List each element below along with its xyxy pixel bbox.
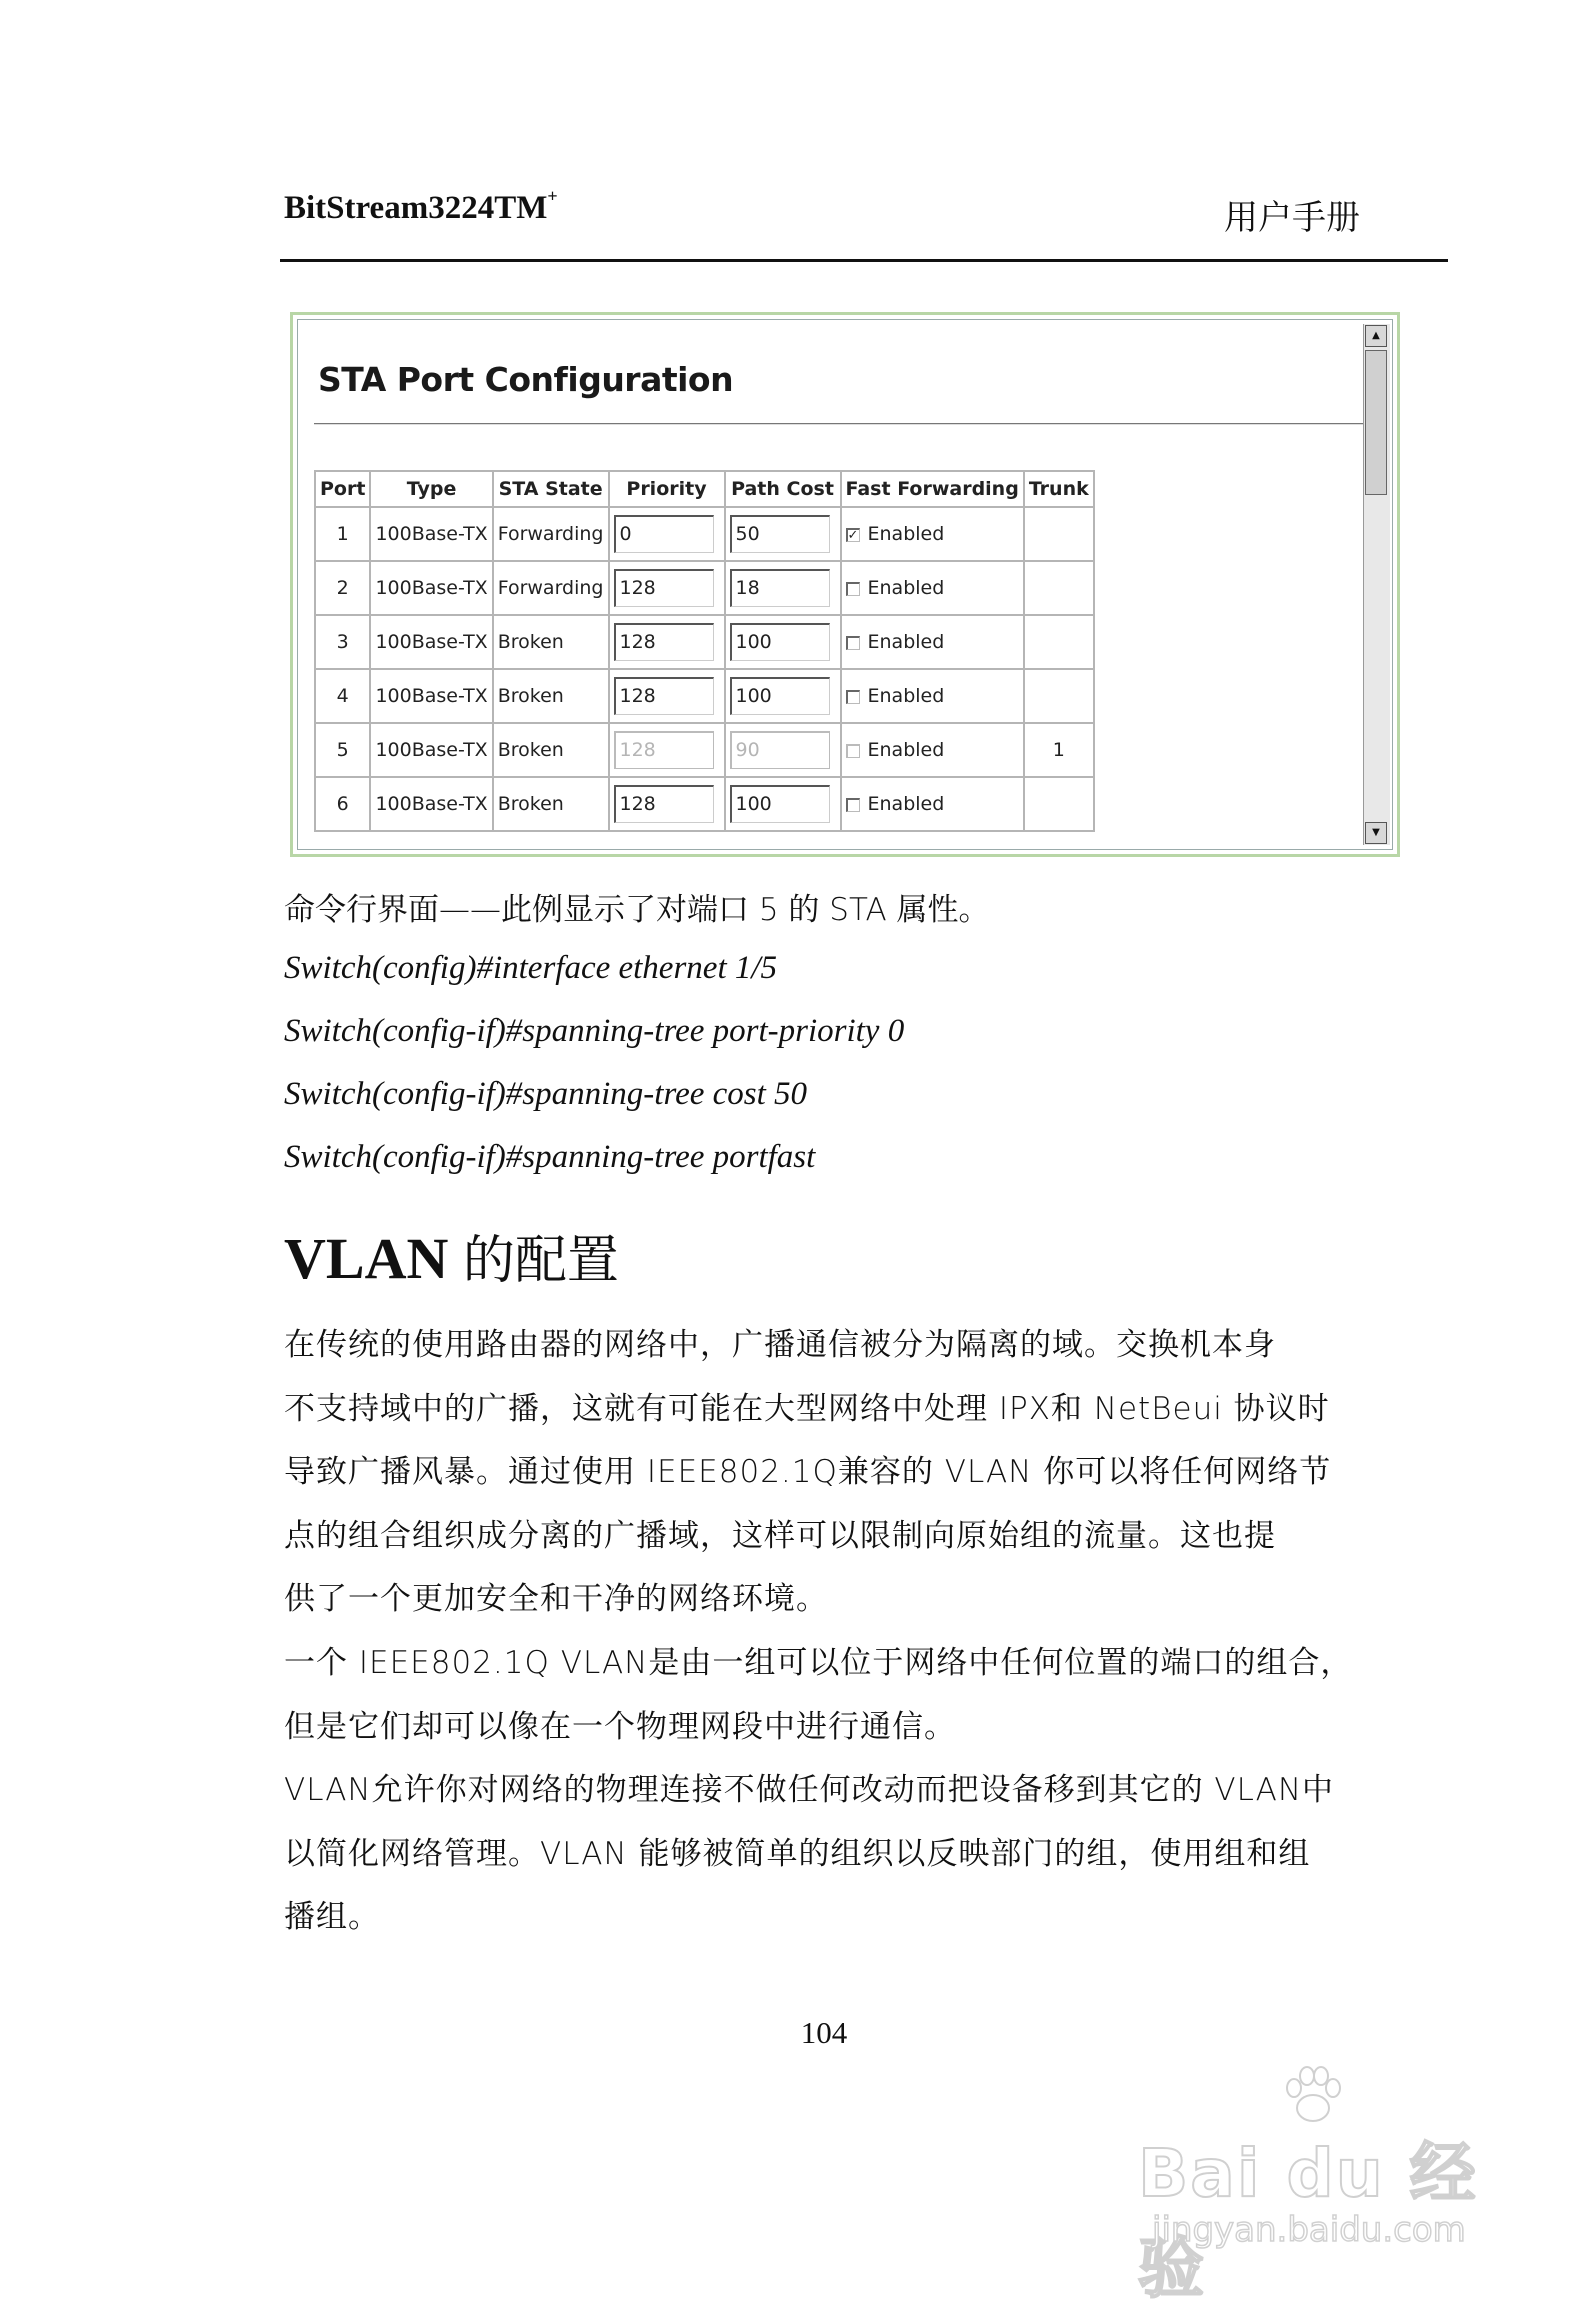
- text-line: 播组。: [284, 1899, 380, 1935]
- paragraph-vlan-definition: [284, 1632, 1424, 1759]
- priority-cell: [609, 669, 725, 723]
- trunk-value: [1024, 615, 1094, 669]
- sta-state: Forwarding: [493, 561, 609, 615]
- port-type: 100Base-TX: [370, 723, 492, 777]
- paragraph-broadcast-domains: [284, 1314, 1424, 1632]
- column-header: Priority: [609, 471, 725, 507]
- trunk-value: [1024, 669, 1094, 723]
- column-header: Fast Forwarding: [841, 471, 1024, 507]
- port-type: 100Base-TX: [370, 777, 492, 831]
- screenshot-frame: [297, 319, 1393, 850]
- table-row: [315, 561, 1094, 615]
- fast-forwarding-checkbox[interactable]: [846, 636, 860, 650]
- text-line: 导致广播风暴。通过使用 IEEE802.1Q兼容的 VLAN 你可以将任何网络节: [284, 1454, 1332, 1490]
- fast-forwarding-cell: [841, 561, 1024, 615]
- watermark-logo-text: Bai du 经验: [1138, 2135, 1478, 2307]
- port-number: 1: [315, 507, 370, 561]
- priority-cell: [609, 615, 725, 669]
- port-type: 100Base-TX: [370, 669, 492, 723]
- scroll-up-arrow-icon[interactable]: ▲: [1365, 325, 1387, 347]
- fast-forwarding-cell: [841, 507, 1024, 561]
- priority-input[interactable]: 128: [614, 569, 714, 607]
- trunk-value: 1: [1024, 723, 1094, 777]
- priority-cell: [609, 561, 725, 615]
- priority-input[interactable]: 128: [614, 785, 714, 823]
- sta-state: Forwarding: [493, 507, 609, 561]
- document-header-title: BitStream3224TM+: [284, 186, 558, 226]
- sta-state: Broken: [493, 777, 609, 831]
- text-line: 但是它们却可以像在一个物理网段中进行通信。: [284, 1708, 956, 1745]
- cli-command: Switch(config-if)#spanning-tree portfast: [284, 1139, 816, 1175]
- fast-forwarding-cell: [841, 615, 1024, 669]
- column-header: Trunk: [1024, 471, 1094, 507]
- fast-forwarding-label: Enabled: [867, 685, 945, 707]
- path-cost-input[interactable]: 100: [730, 623, 830, 661]
- scrollbar-thumb[interactable]: [1365, 350, 1387, 495]
- column-header: STA State: [493, 471, 609, 507]
- fast-forwarding-label: Enabled: [867, 631, 945, 653]
- path-cost-input[interactable]: 100: [730, 677, 830, 715]
- fast-forwarding-checkbox[interactable]: [846, 690, 860, 704]
- sta-state: Broken: [493, 723, 609, 777]
- sta-state: Broken: [493, 669, 609, 723]
- trunk-value: [1024, 777, 1094, 831]
- column-header: Port: [315, 471, 370, 507]
- path-cost-input[interactable]: 50: [730, 515, 830, 553]
- document-header-manual: 用户手册: [1224, 198, 1360, 238]
- cli-caption: 命令行界面——此例显示了对端口 5 的 STA 属性。: [284, 892, 990, 928]
- fast-forwarding-cell: [841, 723, 1024, 777]
- section-heading: VLAN 的配置: [284, 1226, 619, 1291]
- priority-input[interactable]: 128: [614, 623, 714, 661]
- text-line: 不支持域中的广播，这就有可能在大型网络中处理 IPX和 NetBeui 协议时: [284, 1390, 1330, 1427]
- table-row: [315, 723, 1094, 777]
- table-header-row: [315, 471, 1094, 507]
- port-type: 100Base-TX: [370, 561, 492, 615]
- panel-divider: [314, 423, 1364, 424]
- table-row: [315, 777, 1094, 831]
- scroll-down-arrow-icon[interactable]: ▼: [1365, 822, 1387, 844]
- path-cost-cell: [725, 561, 841, 615]
- table-row: [315, 507, 1094, 561]
- port-type: 100Base-TX: [370, 615, 492, 669]
- path-cost-input[interactable]: 18: [730, 569, 830, 607]
- fast-forwarding-checkbox: [846, 744, 860, 758]
- panel-title: STA Port Configuration: [318, 360, 734, 399]
- fast-forwarding-label: Enabled: [867, 793, 945, 815]
- sta-state: Broken: [493, 615, 609, 669]
- port-number: 2: [315, 561, 370, 615]
- text-line: 在传统的使用路由器的网络中，广播通信被分为隔离的域。交换机本身: [284, 1327, 1276, 1363]
- port-number: 6: [315, 777, 370, 831]
- table-row: [315, 615, 1094, 669]
- fast-forwarding-checkbox[interactable]: ✓: [846, 528, 860, 542]
- fast-forwarding-checkbox[interactable]: [846, 798, 860, 812]
- paragraph-vlan-benefits: [284, 1759, 1424, 1950]
- priority-cell: [609, 723, 725, 777]
- text-line: 点的组合组织成分离的广播域，这样可以限制向原始组的流量。这也提: [284, 1517, 1276, 1554]
- fast-forwarding-label: Enabled: [867, 577, 945, 599]
- fast-forwarding-cell: [841, 669, 1024, 723]
- fast-forwarding-label: Enabled: [867, 523, 945, 545]
- column-header: Path Cost: [725, 471, 841, 507]
- port-type: 100Base-TX: [370, 507, 492, 561]
- column-header: Type: [370, 471, 492, 507]
- priority-input[interactable]: 128: [614, 677, 714, 715]
- path-cost-input: 90: [730, 731, 830, 769]
- port-number: 3: [315, 615, 370, 669]
- path-cost-cell: [725, 777, 841, 831]
- cli-command: Switch(config)#interface ethernet 1/5: [284, 950, 778, 986]
- path-cost-cell: [725, 669, 841, 723]
- priority-cell: [609, 507, 725, 561]
- priority-input[interactable]: 0: [614, 515, 714, 553]
- text-line: 一个 IEEE802.1Q VLAN是由一组可以位于网络中任何位置的端口的组合，: [284, 1645, 1353, 1681]
- vertical-scrollbar[interactable]: [1363, 324, 1390, 845]
- watermark-url: jingyan.baidu.com: [1152, 2210, 1466, 2250]
- port-number: 4: [315, 669, 370, 723]
- table-row: [315, 669, 1094, 723]
- sta-port-table: [314, 470, 1095, 832]
- text-line: 供了一个更加安全和干净的网络环境。: [284, 1581, 828, 1617]
- cli-command: Switch(config-if)#spanning-tree cost 50: [284, 1076, 808, 1112]
- path-cost-cell: [725, 723, 841, 777]
- sta-port-config-screenshot: [290, 312, 1400, 857]
- fast-forwarding-cell: [841, 777, 1024, 831]
- fast-forwarding-checkbox[interactable]: [846, 582, 860, 596]
- path-cost-input[interactable]: 100: [730, 785, 830, 823]
- baidu-jingyan-watermark: [1128, 2060, 1508, 2307]
- header-divider: [280, 259, 1448, 262]
- trunk-value: [1024, 507, 1094, 561]
- cli-command: Switch(config-if)#spanning-tree port-priority 0: [284, 1013, 905, 1049]
- text-line: 以简化网络管理。VLAN 能够被简单的组织以反映部门的组，使用组和组: [284, 1835, 1311, 1872]
- path-cost-cell: [725, 507, 841, 561]
- text-line: VLAN允许你对网络的物理连接不做任何改动而把设备移到其它的 VLAN中: [284, 1772, 1335, 1808]
- trunk-value: [1024, 561, 1094, 615]
- priority-cell: [609, 777, 725, 831]
- page-number: 104: [800, 2015, 848, 2050]
- path-cost-cell: [725, 615, 841, 669]
- priority-input: 128: [614, 731, 714, 769]
- fast-forwarding-label: Enabled: [867, 739, 945, 761]
- table-body: [315, 507, 1094, 831]
- port-number: 5: [315, 723, 370, 777]
